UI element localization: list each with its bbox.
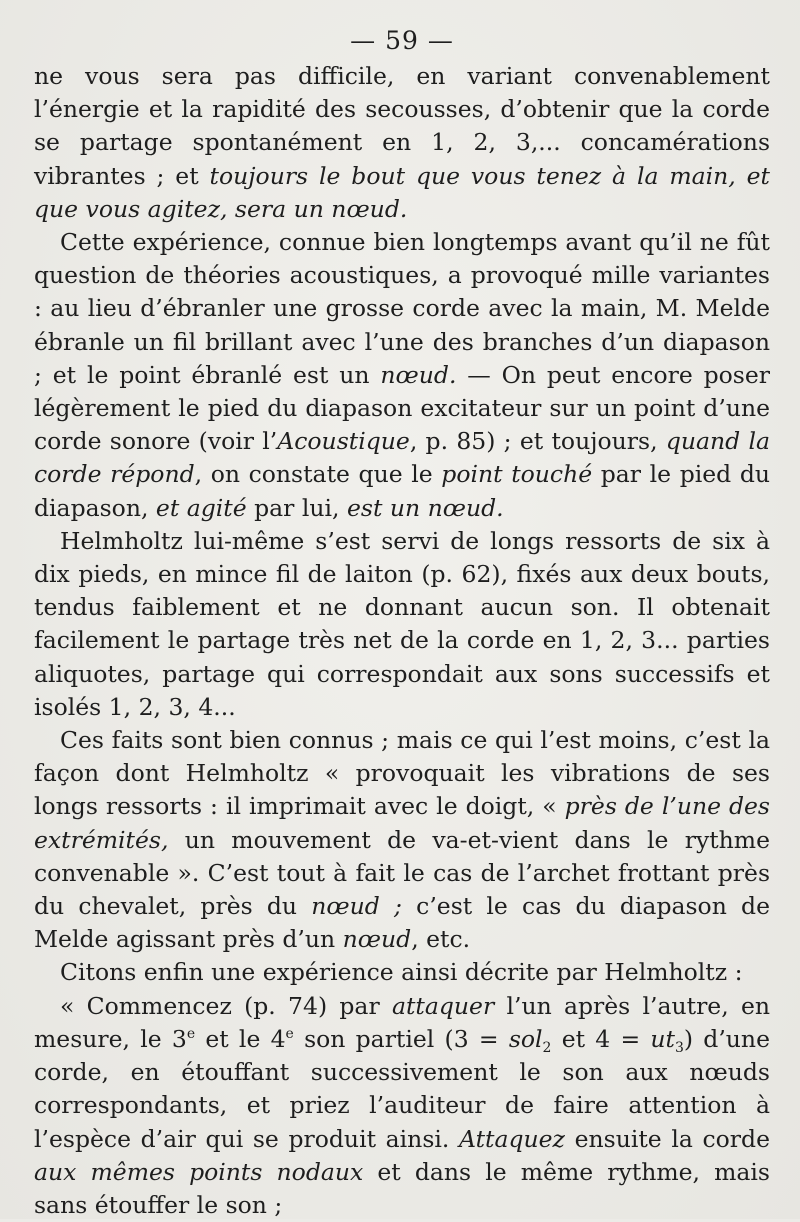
italic-text: attaquer [391, 991, 495, 1020]
italic-text: sol [508, 1024, 543, 1053]
italic-text: toujours le bout que vous tenez à la main, et que vous agitez, sera un nœud. [34, 161, 770, 223]
superscript-text: e [285, 1025, 294, 1042]
italic-text: Attaquez [459, 1124, 565, 1153]
italic-text: est un nœud. [347, 493, 504, 522]
page-number: — 59 — [350, 26, 454, 55]
text-body [34, 60, 770, 1222]
text-run: et le 4 [195, 1024, 286, 1053]
italic-text: quand la corde répond [34, 427, 770, 489]
italic-text: nœud ; [311, 892, 402, 921]
text-run: c’est le cas du diapason de Melde agissant près d’un [34, 892, 770, 954]
text-run: Ces faits sont bien connus ; mais ce qui l’est moins, c’est la façon dont Helmholtz « provoquait les vibrations de ses longs ressorts : il imprimait avec le doigt, « [34, 726, 770, 821]
paragraph [34, 226, 770, 525]
italic-text: ut [650, 1024, 675, 1053]
superscript-text: e [186, 1025, 196, 1042]
text-run: ne vous sera pas difficile, en variant convenablement l’énergie et la rapidité des secousses, d’obtenir que la corde se partage spontanément en 1, 2, 3,... concamérations vibrantes ; et [34, 62, 770, 190]
paragraph [34, 956, 770, 989]
subscript-text: 3 [674, 1039, 684, 1056]
text-run: Cette expérience, connue bien longtemps avant qu’il ne fût question de théories acoustiques, a provoqué mille variantes : au lieu d’ébranler une grosse corde avec la main, M. Melde ébranle un fil brillant avec l’une des branches d’un diapason ; et le point ébranlé est un [34, 228, 770, 389]
text-run: — On peut encore poser légèrement le pied du diapason excitateur sur un point d’une corde sonore (voir l’ [34, 360, 771, 456]
italic-text: nœud [342, 925, 412, 954]
paragraph [34, 525, 770, 724]
text-run: « Commencez (p. 74) par [60, 991, 392, 1020]
italic-text: près de l’une des extrémités, [34, 792, 770, 854]
italic-text: nœud. [380, 360, 457, 389]
text-run: et dans le même rythme, mais sans étouffer le son ; [34, 1157, 770, 1219]
text-run: l’un après l’autre, en mesure, le 3 [34, 991, 770, 1053]
text-run: et 4 = [551, 1024, 651, 1053]
text-run: , p. 85) ; et toujours, [409, 427, 666, 456]
paragraph [34, 60, 770, 226]
italic-text: Acoustique [277, 427, 410, 456]
italic-text: aux mêmes points nodaux [34, 1157, 364, 1186]
subscript-text: 2 [542, 1039, 552, 1056]
italic-text: point touché [441, 460, 593, 489]
text-run: ) d’une corde, en étouffant successivement le son aux nœuds correspondants, et priez l’auditeur de faire attention à l’espèce d’air qui se produit ainsi. [34, 1024, 770, 1153]
paragraph [34, 724, 770, 956]
text-run: , on constate que le [194, 460, 442, 489]
text-run: par le pied du diapason, [34, 460, 771, 522]
text-run: par lui, [246, 493, 347, 522]
text-run: , etc. [411, 925, 471, 954]
paragraph [34, 990, 770, 1222]
text-run: Citons enfin une expérience ainsi décrite par Helmholtz : [60, 958, 743, 987]
text-run: un mouvement de va-et-vient dans le rythme convenable ». C’est tout à fait le cas de l’archet frottant près du chevalet, près du [34, 825, 770, 921]
text-run: Helmholtz lui-même s’est servi de longs ressorts de six à dix pieds, en mince fil de laiton (p. 62), fixés aux deux bouts, tendus faiblement et ne donnant aucun son. Il obtenait facilement le partage très net de la corde en 1, 2, 3... parties aliquotes, partage qui correspondait aux sons successifs et isolés 1, 2, 3, 4... [34, 526, 770, 721]
italic-text: et agité [155, 493, 247, 522]
text-run: ensuite la corde [564, 1124, 770, 1153]
text-run: son partiel (3 = [293, 1024, 509, 1053]
